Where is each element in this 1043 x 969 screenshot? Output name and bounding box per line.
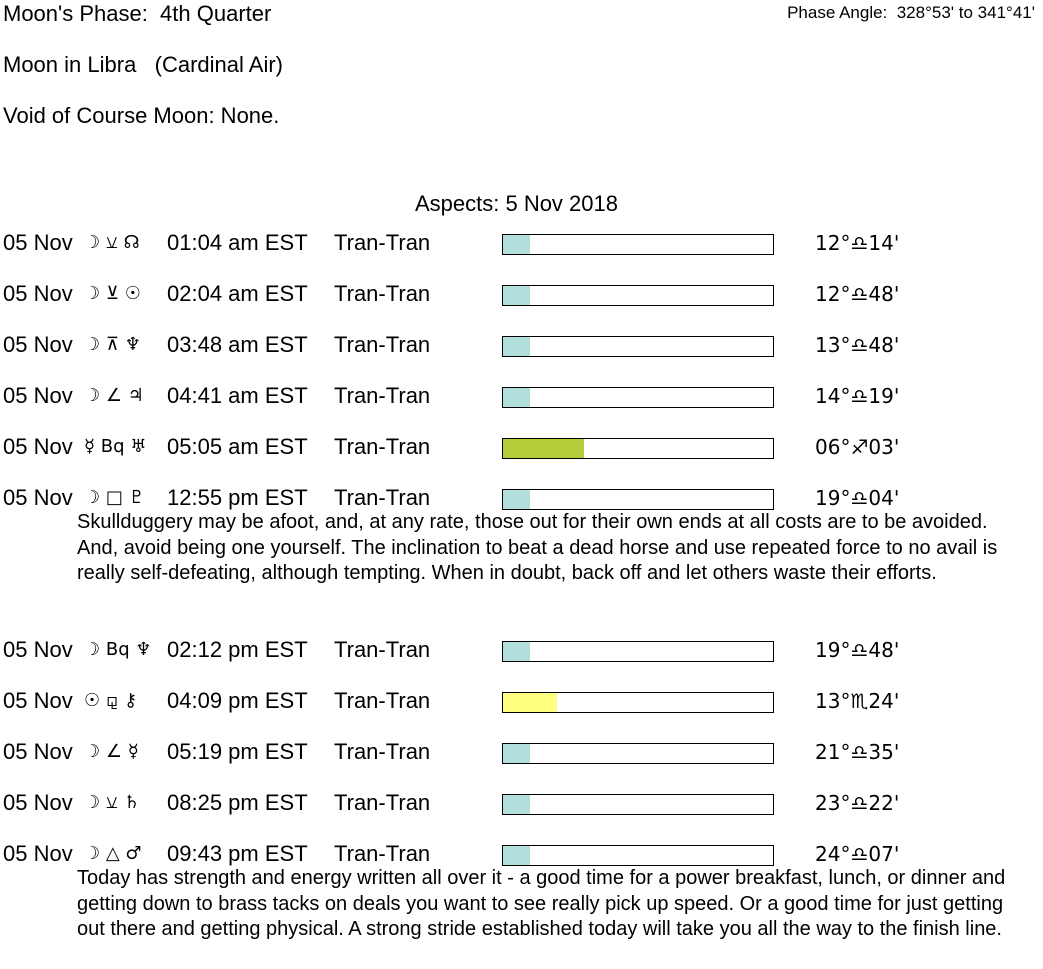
aspect-time: 03:48 am EST <box>167 332 308 357</box>
aspect-kind: Tran-Tran <box>334 637 431 662</box>
aspect-glyphs: ☽ △ ♂ <box>84 843 142 864</box>
aspect-glyphs: ☉ ⚼ ⚷ <box>84 690 138 711</box>
aspect-time: 08:25 pm EST <box>167 790 308 815</box>
aspect-strength-bar <box>502 845 774 866</box>
aspect-description: Today has strength and energy written all over it - a good time for a power breakfast, lunch, or dinner and getting down to brass tacks on deals you want to see really pick up speed. Or a good time for just getting out there and getting physical. A strong stride established today will take you all the way to the finish line. <box>77 867 1006 940</box>
aspect-strength-fill <box>503 744 530 763</box>
aspect-time: 04:41 am EST <box>167 383 308 408</box>
aspect-kind: Tran-Tran <box>334 434 431 459</box>
aspect-strength-bar <box>502 489 774 510</box>
aspect-strength-fill <box>503 439 584 458</box>
aspect-kind: Tran-Tran <box>334 230 431 255</box>
moon-phase-label: Moon's Phase: 4th Quarter <box>3 1 272 26</box>
aspect-position: 19°♎48' <box>815 638 900 662</box>
aspect-position: 23°♎22' <box>815 791 900 815</box>
aspect-date: 05 Nov <box>3 230 73 255</box>
aspect-glyphs: ☽ ⚺ ♄ <box>84 792 140 813</box>
void-of-course-label: Void of Course Moon: None. <box>3 103 280 128</box>
aspect-kind: Tran-Tran <box>334 485 431 510</box>
aspect-description: Skullduggery may be afoot, and, at any rate, those out for their own ends at all costs are to be avoided. And, avoid being one yourself. The inclination to beat a dead horse and use repeated force to no avail is really self-defeating, although tempting. When in doubt, back off and let others waste their efforts. <box>77 511 998 584</box>
aspect-strength-bar <box>502 794 774 815</box>
aspect-kind: Tran-Tran <box>334 332 431 357</box>
aspect-kind: Tran-Tran <box>334 688 431 713</box>
aspect-date: 05 Nov <box>3 485 73 510</box>
aspect-time: 05:19 pm EST <box>167 739 308 764</box>
aspect-kind: Tran-Tran <box>334 790 431 815</box>
aspect-strength-bar <box>502 285 774 306</box>
aspect-kind: Tran-Tran <box>334 841 431 866</box>
aspect-position: 12°♎48' <box>815 282 900 306</box>
aspect-strength-bar <box>502 641 774 662</box>
aspect-strength-bar <box>502 336 774 357</box>
aspect-row <box>0 383 1043 411</box>
aspect-strength-fill <box>503 388 530 407</box>
aspect-row <box>0 688 1043 716</box>
aspect-time: 09:43 pm EST <box>167 841 308 866</box>
aspect-time: 02:12 pm EST <box>167 637 308 662</box>
phase-angle-label: Phase Angle: 328°53' to 341°41' <box>787 3 1035 22</box>
aspect-position: 06°♐03' <box>815 435 900 459</box>
aspect-glyphs: ☽ ⊼ ♆ <box>84 334 141 355</box>
aspect-glyphs: ☽ ⊻ ☉ <box>84 283 141 304</box>
aspect-row <box>0 739 1043 767</box>
aspect-time: 04:09 pm EST <box>167 688 308 713</box>
aspect-position: 14°♎19' <box>815 384 900 408</box>
aspect-date: 05 Nov <box>3 434 73 459</box>
aspect-strength-fill <box>503 337 530 356</box>
aspect-kind: Tran-Tran <box>334 281 431 306</box>
aspect-date: 05 Nov <box>3 332 73 357</box>
aspect-position: 12°♎14' <box>815 231 900 255</box>
aspect-position: 24°♎07' <box>815 842 900 866</box>
aspect-strength-fill <box>503 795 530 814</box>
aspect-position: 21°♎35' <box>815 740 900 764</box>
aspect-time: 01:04 am EST <box>167 230 308 255</box>
aspect-time: 12:55 pm EST <box>167 485 308 510</box>
aspect-row <box>0 637 1043 665</box>
aspect-kind: Tran-Tran <box>334 739 431 764</box>
aspect-position: 13°♎48' <box>815 333 900 357</box>
aspect-glyphs: ☿ Bq ♅ <box>84 436 147 457</box>
aspect-position: 13°♏24' <box>815 689 900 713</box>
aspect-strength-fill <box>503 235 530 254</box>
aspect-date: 05 Nov <box>3 841 73 866</box>
aspect-date: 05 Nov <box>3 383 73 408</box>
aspect-row <box>0 485 1043 513</box>
aspect-time: 05:05 am EST <box>167 434 308 459</box>
moon-sign-label: Moon in Libra (Cardinal Air) <box>3 52 284 77</box>
aspect-glyphs: ☽ ∠ ♃ <box>84 385 144 406</box>
aspect-glyphs: ☽ Bq ♆ <box>84 639 152 660</box>
aspect-row <box>0 841 1043 869</box>
aspect-position: 19°♎04' <box>815 486 900 510</box>
aspect-strength-fill <box>503 693 557 712</box>
aspect-row <box>0 434 1043 462</box>
aspect-date: 05 Nov <box>3 790 73 815</box>
aspect-glyphs: ☽ □ ♇ <box>84 487 145 508</box>
aspect-kind: Tran-Tran <box>334 383 431 408</box>
aspect-row <box>0 790 1043 818</box>
aspect-row <box>0 332 1043 360</box>
aspect-date: 05 Nov <box>3 637 73 662</box>
aspect-glyphs: ☽ ⚺ ☊ <box>84 232 140 253</box>
aspect-time: 02:04 am EST <box>167 281 308 306</box>
aspect-row <box>0 230 1043 258</box>
aspects-title: Aspects: 5 Nov 2018 <box>414 191 618 216</box>
aspect-strength-fill <box>503 642 530 661</box>
aspect-date: 05 Nov <box>3 281 73 306</box>
aspect-strength-bar <box>502 692 774 713</box>
aspect-date: 05 Nov <box>3 688 73 713</box>
aspect-strength-fill <box>503 286 530 305</box>
aspect-strength-fill <box>503 490 530 509</box>
aspect-row <box>0 281 1043 309</box>
aspect-strength-bar <box>502 438 774 459</box>
aspect-strength-bar <box>502 234 774 255</box>
aspect-strength-fill <box>503 846 530 865</box>
aspect-strength-bar <box>502 743 774 764</box>
aspect-glyphs: ☽ ∠ ☿ <box>84 741 139 762</box>
aspect-strength-bar <box>502 387 774 408</box>
aspect-date: 05 Nov <box>3 739 73 764</box>
